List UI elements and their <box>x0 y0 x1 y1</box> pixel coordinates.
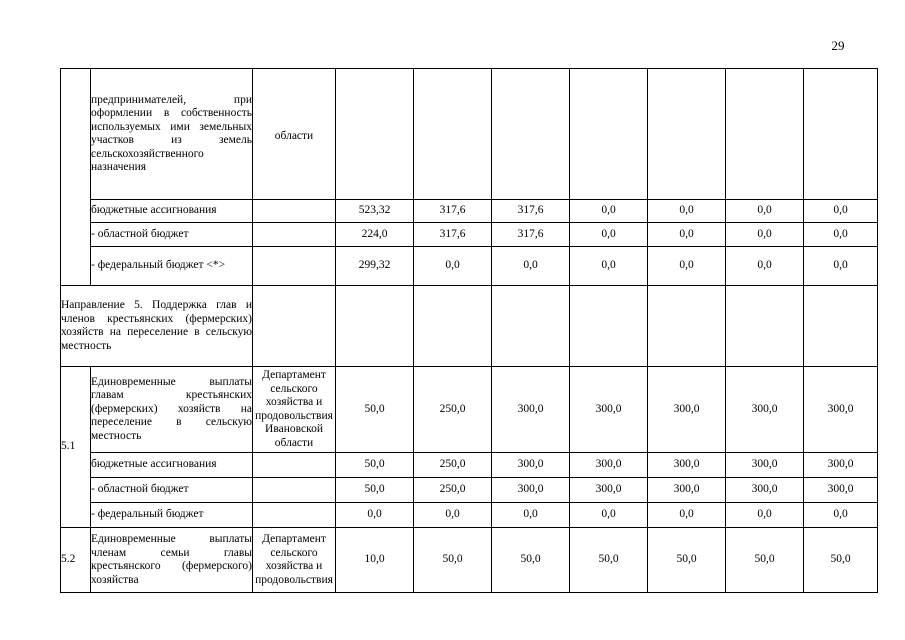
value-cell: 250,0 <box>414 478 492 503</box>
org-cell <box>253 453 336 478</box>
value-cell <box>726 286 804 367</box>
value-cell: 317,6 <box>414 200 492 223</box>
value-cell <box>570 286 648 367</box>
value-cell: 523,32 <box>336 200 414 223</box>
value-cell: 317,6 <box>414 223 492 247</box>
value-cell: 0,0 <box>804 503 878 528</box>
activity-description: Единовременные выплаты членам семьи главы крестьянского (фермерского) хозяйства <box>91 528 253 593</box>
table-row <box>61 200 878 223</box>
activity-description: предпринимателей, при оформлении в собственность используемых ими земельных участков из земель сельскохозяйственного назначения <box>91 69 253 200</box>
value-cell <box>804 286 878 367</box>
value-cell: 300,0 <box>726 453 804 478</box>
value-cell: 0,0 <box>648 223 726 247</box>
value-cell: 10,0 <box>336 528 414 593</box>
value-cell <box>414 69 492 200</box>
org-cell <box>253 223 336 247</box>
value-cell: 0,0 <box>726 503 804 528</box>
value-cell <box>414 286 492 367</box>
value-cell <box>492 286 570 367</box>
code-cell: 5.2 <box>61 528 91 593</box>
value-cell: 300,0 <box>804 453 878 478</box>
value-cell: 300,0 <box>570 367 648 453</box>
budget-line-label: - областной бюджет <box>91 223 253 247</box>
value-cell: 50,0 <box>726 528 804 593</box>
value-cell: 317,6 <box>492 223 570 247</box>
value-cell: 0,0 <box>570 247 648 286</box>
value-cell: 0,0 <box>414 503 492 528</box>
value-cell: 0,0 <box>336 503 414 528</box>
org-cell <box>253 247 336 286</box>
value-cell <box>570 69 648 200</box>
budget-line-label: бюджетные ассигнования <box>91 200 253 223</box>
activity-description: Единовременные выплаты главам крестьянских (фермерских) хозяйств на переселение в сельскую местность <box>91 367 253 453</box>
value-cell: 0,0 <box>492 247 570 286</box>
value-cell: 0,0 <box>570 223 648 247</box>
value-cell: 0,0 <box>726 247 804 286</box>
value-cell: 0,0 <box>570 503 648 528</box>
value-cell: 50,0 <box>492 528 570 593</box>
value-cell: 0,0 <box>804 247 878 286</box>
responsible-org: области <box>253 69 336 200</box>
value-cell: 50,0 <box>336 453 414 478</box>
table-row <box>61 528 878 593</box>
value-cell: 300,0 <box>726 367 804 453</box>
table-row <box>61 503 878 528</box>
responsible-org: Департамент сельского хозяйства и продовольствия <box>253 528 336 593</box>
table-row <box>61 69 878 200</box>
value-cell: 300,0 <box>648 367 726 453</box>
responsible-org: Департамент сельского хозяйства и продовольствия Ивановской области <box>253 367 336 453</box>
table-row <box>61 286 878 367</box>
budget-table <box>60 68 878 593</box>
table-row <box>61 367 878 453</box>
value-cell: 300,0 <box>648 478 726 503</box>
value-cell: 0,0 <box>648 247 726 286</box>
value-cell: 224,0 <box>336 223 414 247</box>
value-cell: 300,0 <box>570 453 648 478</box>
value-cell: 0,0 <box>414 247 492 286</box>
value-cell: 0,0 <box>492 503 570 528</box>
code-cell <box>61 69 91 286</box>
value-cell <box>804 69 878 200</box>
value-cell: 50,0 <box>648 528 726 593</box>
value-cell: 50,0 <box>414 528 492 593</box>
value-cell: 300,0 <box>492 453 570 478</box>
value-cell: 0,0 <box>726 200 804 223</box>
budget-line-label: - федеральный бюджет <*> <box>91 247 253 286</box>
code-cell: 5.1 <box>61 367 91 528</box>
value-cell: 50,0 <box>336 478 414 503</box>
value-cell: 0,0 <box>726 223 804 247</box>
value-cell <box>648 286 726 367</box>
value-cell <box>336 69 414 200</box>
page-number: 29 <box>831 38 845 53</box>
value-cell: 50,0 <box>570 528 648 593</box>
value-cell: 50,0 <box>804 528 878 593</box>
budget-line-label: - областной бюджет <box>91 478 253 503</box>
value-cell: 0,0 <box>648 503 726 528</box>
org-cell <box>253 503 336 528</box>
value-cell <box>336 286 414 367</box>
org-cell <box>253 286 336 367</box>
org-cell <box>253 200 336 223</box>
value-cell: 0,0 <box>804 200 878 223</box>
value-cell: 317,6 <box>492 200 570 223</box>
value-cell: 300,0 <box>570 478 648 503</box>
budget-line-label: бюджетные ассигнования <box>91 453 253 478</box>
table-row <box>61 453 878 478</box>
value-cell: 300,0 <box>492 367 570 453</box>
value-cell: 300,0 <box>492 478 570 503</box>
value-cell: 0,0 <box>648 200 726 223</box>
value-cell <box>726 69 804 200</box>
value-cell: 0,0 <box>804 223 878 247</box>
value-cell <box>492 69 570 200</box>
value-cell: 300,0 <box>804 367 878 453</box>
value-cell: 300,0 <box>726 478 804 503</box>
value-cell: 250,0 <box>414 367 492 453</box>
value-cell: 300,0 <box>804 478 878 503</box>
table-row <box>61 478 878 503</box>
org-cell <box>253 478 336 503</box>
value-cell: 50,0 <box>336 367 414 453</box>
table-row <box>61 247 878 286</box>
value-cell <box>648 69 726 200</box>
value-cell: 0,0 <box>570 200 648 223</box>
value-cell: 250,0 <box>414 453 492 478</box>
budget-line-label: - федеральный бюджет <box>91 503 253 528</box>
value-cell: 299,32 <box>336 247 414 286</box>
value-cell: 300,0 <box>648 453 726 478</box>
table-row <box>61 223 878 247</box>
direction-heading: Направление 5. Поддержка глав и членов крестьянских (фермерских) хозяйств на переселение в сельскую местность <box>61 286 253 367</box>
